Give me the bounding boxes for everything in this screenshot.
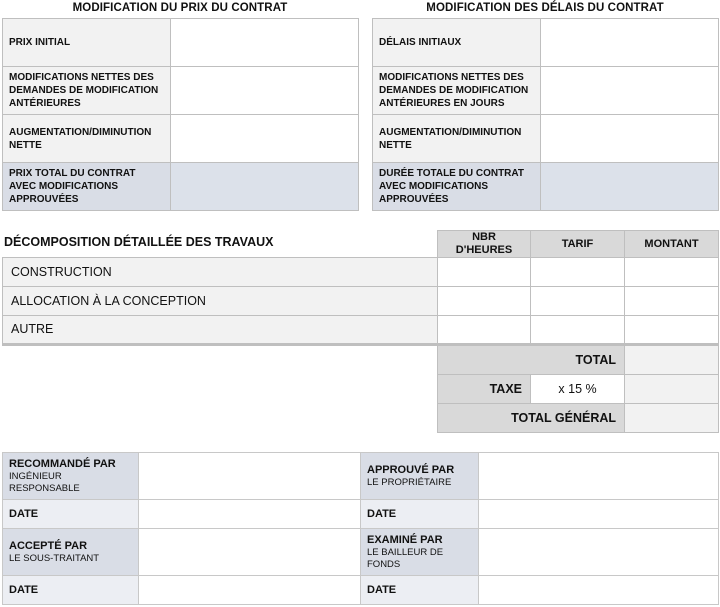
initial-price-field[interactable] [171,19,359,67]
total-label: TOTAL [438,346,625,375]
price-row-label: PRIX TOTAL DU CONTRAT AVEC MODIFICATIONS APPROUVÉES [3,163,171,211]
amount-field[interactable] [625,258,719,287]
hours-field[interactable] [438,316,531,345]
recommended-by-label [3,453,139,500]
examined-by-role: LE BAILLEUR DE FONDS [367,546,444,570]
total-field[interactable] [625,346,719,375]
recommended-by-signature-field[interactable] [139,453,361,500]
accepted-by-title: ACCEPTÉ PAR [9,539,88,552]
tax-label: TAXE [438,375,531,404]
date-label: DATE [361,500,479,529]
price-modification-table [2,18,359,211]
amount-field[interactable] [625,316,719,345]
date-label: DATE [361,576,479,605]
approved-by-role: LE PROPRIÉTAIRE [367,476,452,488]
hours-field[interactable] [438,287,531,316]
table-row [3,258,719,287]
column-header-rate: TARIF [531,231,625,258]
signatures-table [2,452,719,605]
row-label-design-allocation: ALLOCATION À LA CONCEPTION [3,287,438,316]
examined-by-label [361,529,479,576]
tax-amount-field[interactable] [625,375,719,404]
hours-field[interactable] [438,258,531,287]
price-row-label: MODIFICATIONS NETTES DES DEMANDES DE MODIFICATION ANTÉRIEURES [3,67,171,115]
delays-modification-table [372,18,719,211]
approved-by-title: APPROUVÉ PAR [367,463,455,476]
totals-table [437,345,719,433]
net-change-days-field[interactable] [541,115,719,163]
recommended-date-field[interactable] [139,500,361,529]
table-row [3,316,719,345]
price-row-label: AUGMENTATION/DIMINUTION NETTE [3,115,171,163]
row-label-other: AUTRE [3,316,438,345]
date-label: DATE [3,500,139,529]
grand-total-label: TOTAL GÉNÉRAL [438,404,625,433]
examined-date-field[interactable] [479,576,719,605]
prior-changes-price-field[interactable] [171,67,359,115]
column-header-amount: MONTANT [625,231,719,258]
date-label: DATE [3,576,139,605]
examined-by-title: EXAMINÉ PAR [367,533,443,546]
rate-field[interactable] [531,258,625,287]
accepted-by-role: LE SOUS-TRAITANT [9,552,100,564]
delays-section-title: MODIFICATION DES DÉLAIS DU CONTRAT [426,2,664,14]
total-contract-price-field[interactable] [171,163,359,211]
price-row-label: PRIX INITIAL [3,19,171,67]
table-row [3,287,719,316]
delays-row-label: DURÉE TOTALE DU CONTRAT AVEC MODIFICATIONS APPROUVÉES [373,163,541,211]
breakdown-title-spacer [3,231,438,258]
net-change-price-field[interactable] [171,115,359,163]
approved-date-field[interactable] [479,500,719,529]
total-contract-duration-field[interactable] [541,163,719,211]
rate-field[interactable] [531,287,625,316]
examined-by-signature-field[interactable] [479,529,719,576]
delays-row-label: MODIFICATIONS NETTES DES DEMANDES DE MODIFICATION ANTÉRIEURES EN JOURS [373,67,541,115]
prior-changes-days-field[interactable] [541,67,719,115]
initial-delays-field[interactable] [541,19,719,67]
approved-by-signature-field[interactable] [479,453,719,500]
amount-field[interactable] [625,287,719,316]
column-header-hours: NBR D'HEURES [438,231,531,258]
tax-rate-field[interactable]: x 15 % [531,375,625,404]
price-section-title: MODIFICATION DU PRIX DU CONTRAT [72,2,288,14]
grand-total-field[interactable] [625,404,719,433]
row-label-construction: CONSTRUCTION [3,258,438,287]
accepted-date-field[interactable] [139,576,361,605]
work-breakdown-table [2,230,719,346]
breakdown-title: DÉCOMPOSITION DÉTAILLÉE DES TRAVAUX [4,235,274,249]
approved-by-label [361,453,479,500]
delays-row-label: AUGMENTATION/DIMINUTION NETTE [373,115,541,163]
accepted-by-label [3,529,139,576]
recommended-by-role: INGÉNIEUR RESPONSABLE [9,470,80,494]
delays-row-label: DÉLAIS INITIAUX [373,19,541,67]
rate-field[interactable] [531,316,625,345]
recommended-by-title: RECOMMANDÉ PAR [9,457,116,470]
accepted-by-signature-field[interactable] [139,529,361,576]
